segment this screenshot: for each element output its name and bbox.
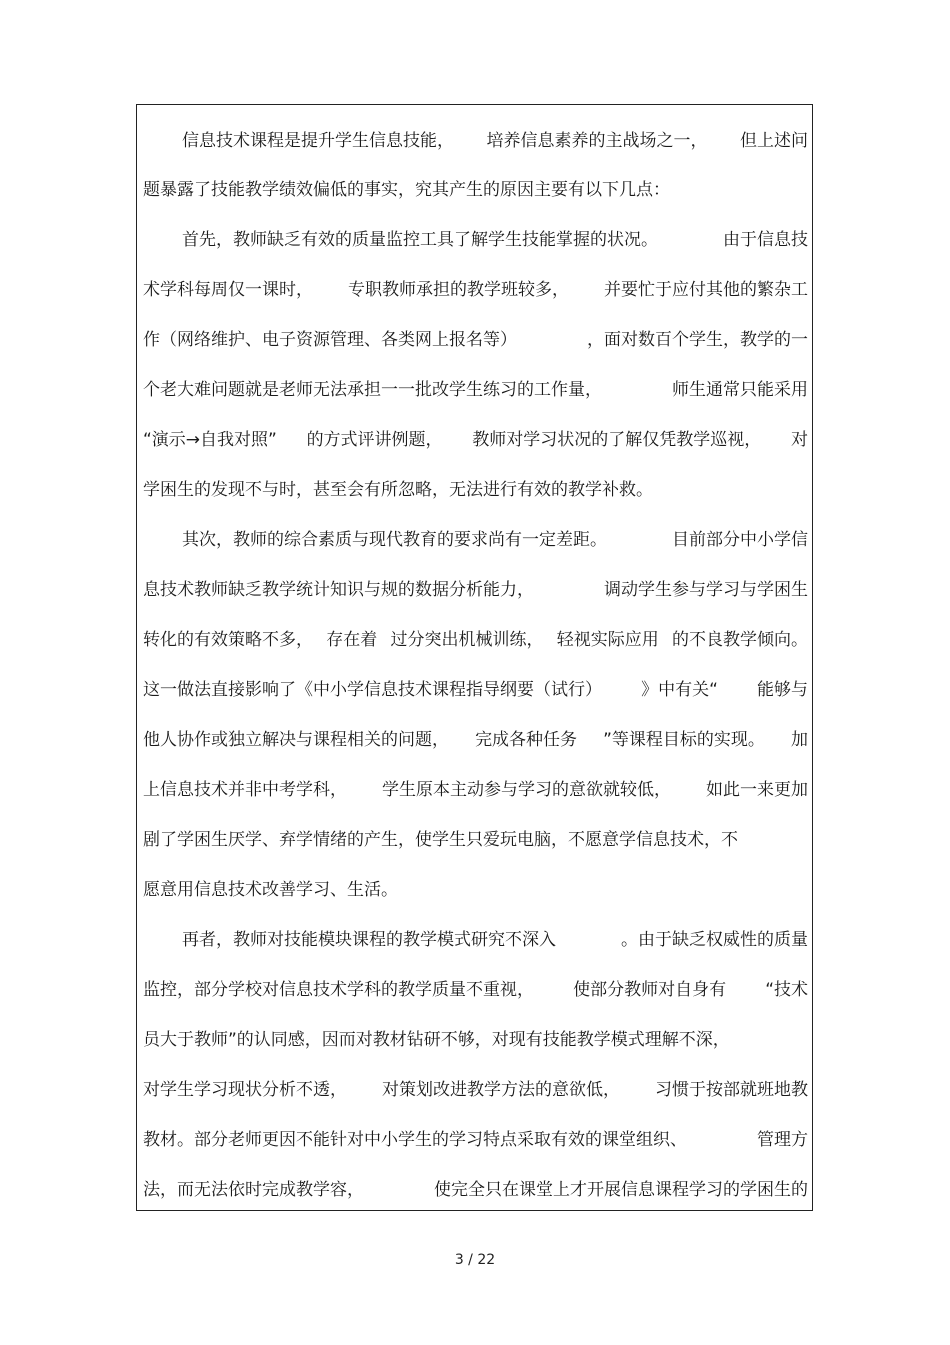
text-segment: 员大于教师”的认同感，因而对教材钻研不够，对现有技能教学模式理解不深， <box>143 1030 730 1050</box>
text-segment: 教材。部分老师更因不能针对中小学生的学习特点采取有效的课堂组织、 <box>143 1130 687 1150</box>
text-segment: 使完全只在课堂上才开展信息课程学习的学困生的 <box>434 1180 808 1200</box>
text-segment: 》中有关“ <box>641 680 718 700</box>
text-segment: 题暴露了技能教学绩效偏低的事实，究其产生的原因主要有以下几点： <box>143 180 670 200</box>
text-segment: ”等课程目标的实现。 <box>603 730 765 750</box>
text-segment: 专职教师承担的教学班较多， <box>348 280 569 300</box>
text-line <box>143 680 808 700</box>
text-segment: 学生原本主动参与学习的意欲就较低， <box>382 780 671 800</box>
text-segment: 。由于缺乏权威性的质量 <box>621 930 808 950</box>
page-number: 3 / 22 <box>454 1252 496 1268</box>
text-line <box>143 880 808 900</box>
text-line <box>143 630 808 650</box>
text-line <box>182 131 808 151</box>
text-segment: 对 <box>790 430 808 450</box>
text-segment: 使部分教师对自身有 <box>573 980 727 1000</box>
text-line <box>143 730 808 750</box>
text-segment: 轻视实际应用 <box>556 630 659 650</box>
text-segment: 如此一来更加 <box>706 780 808 800</box>
text-line <box>143 1180 808 1200</box>
text-segment: 学困生的发现不与时，甚至会有所忽略，无法进行有效的教学补救。 <box>143 480 653 500</box>
text-segment: 转化的有效策略不多， <box>143 630 313 650</box>
text-line <box>143 580 808 600</box>
text-segment: “演示→自我对照” <box>143 430 277 450</box>
text-segment: 管理方 <box>757 1130 808 1150</box>
text-segment: 完成各种任务 <box>475 730 578 750</box>
text-segment: 对学生学习现状分析不透， <box>143 1080 347 1100</box>
text-line <box>143 1030 808 1050</box>
text-segment: 过分突出机械训练， <box>390 630 544 650</box>
text-segment: 教师对学习状况的了解仅凭教学巡视， <box>472 430 762 450</box>
text-line <box>182 230 808 250</box>
text-line <box>143 1080 808 1100</box>
text-segment: 个老大难问题就是老师无法承担一一批改学生练习的工作量， <box>143 380 602 400</box>
text-segment: 对策划改进教学方法的意欲低， <box>382 1080 620 1100</box>
text-segment: 作（网络维护、电子资源管理、各类网上报名等） <box>143 330 517 350</box>
text-segment: 再者，教师对技能模块课程的教学模式研究不深入 <box>182 930 556 950</box>
text-segment: 习惯于按部就班地教 <box>655 1080 808 1100</box>
text-line <box>143 380 808 400</box>
text-segment: 目前部分中小学信 <box>672 530 808 550</box>
text-segment: 存在着 <box>326 630 378 650</box>
text-line <box>143 980 808 1000</box>
text-segment: 息技术教师缺乏教学统计知识与规的数据分析能力， <box>143 580 534 600</box>
text-line <box>143 430 808 450</box>
text-segment: 的方式评讲例题， <box>306 430 443 450</box>
text-segment: 但上述问 <box>740 131 808 151</box>
text-segment: 培养信息素养的主战场之一， <box>486 131 708 151</box>
text-line <box>182 530 808 550</box>
text-segment: ，面对数百个学生，教学的一 <box>587 330 808 350</box>
text-segment: 监控，部分学校对信息技术学科的教学质量不重视， <box>143 980 534 1000</box>
text-segment: 信息技术课程是提升学生信息技能， <box>182 131 454 151</box>
text-segment: 他人协作或独立解决与课程相关的问题， <box>143 730 449 750</box>
text-line <box>143 830 808 850</box>
text-segment: 这一做法直接影响了《中小学信息技术课程指导纲要（试行） <box>143 680 602 700</box>
text-line <box>143 780 808 800</box>
text-segment: 法，而无法依时完成教学容， <box>143 1180 364 1200</box>
text-segment: 加 <box>791 730 808 750</box>
text-segment: 首先，教师缺乏有效的质量监控工具了解学生技能掌握的状况。 <box>182 230 658 250</box>
text-line <box>143 180 808 200</box>
text-line <box>143 480 808 500</box>
text-segment: 能够与 <box>757 680 808 700</box>
text-line <box>182 930 808 950</box>
text-line <box>143 1130 808 1150</box>
text-segment: 其次，教师的综合素质与现代教育的要求尚有一定差距。 <box>182 530 607 550</box>
text-segment: 上信息技术并非中考学科， <box>143 780 347 800</box>
text-segment: 的不良教学倾向。 <box>672 630 808 650</box>
text-segment: 师生通常只能采用 <box>672 380 808 400</box>
text-line <box>143 330 808 350</box>
text-segment: 调动学生参与学习与学困生 <box>604 580 808 600</box>
text-segment: 愿意用信息技术改善学习、生活。 <box>143 880 398 900</box>
text-line <box>143 280 808 300</box>
text-segment: 术学科每周仅一课时， <box>143 280 313 300</box>
text-segment: “技术 <box>765 980 808 1000</box>
text-segment: 剧了学困生厌学、弃学情绪的产生，使学生只爱玩电脑，不愿意学信息技术，不 <box>143 830 738 850</box>
text-segment: 并要忙于应付其他的繁杂工 <box>604 280 808 300</box>
text-segment: 由于信息技 <box>723 230 808 250</box>
